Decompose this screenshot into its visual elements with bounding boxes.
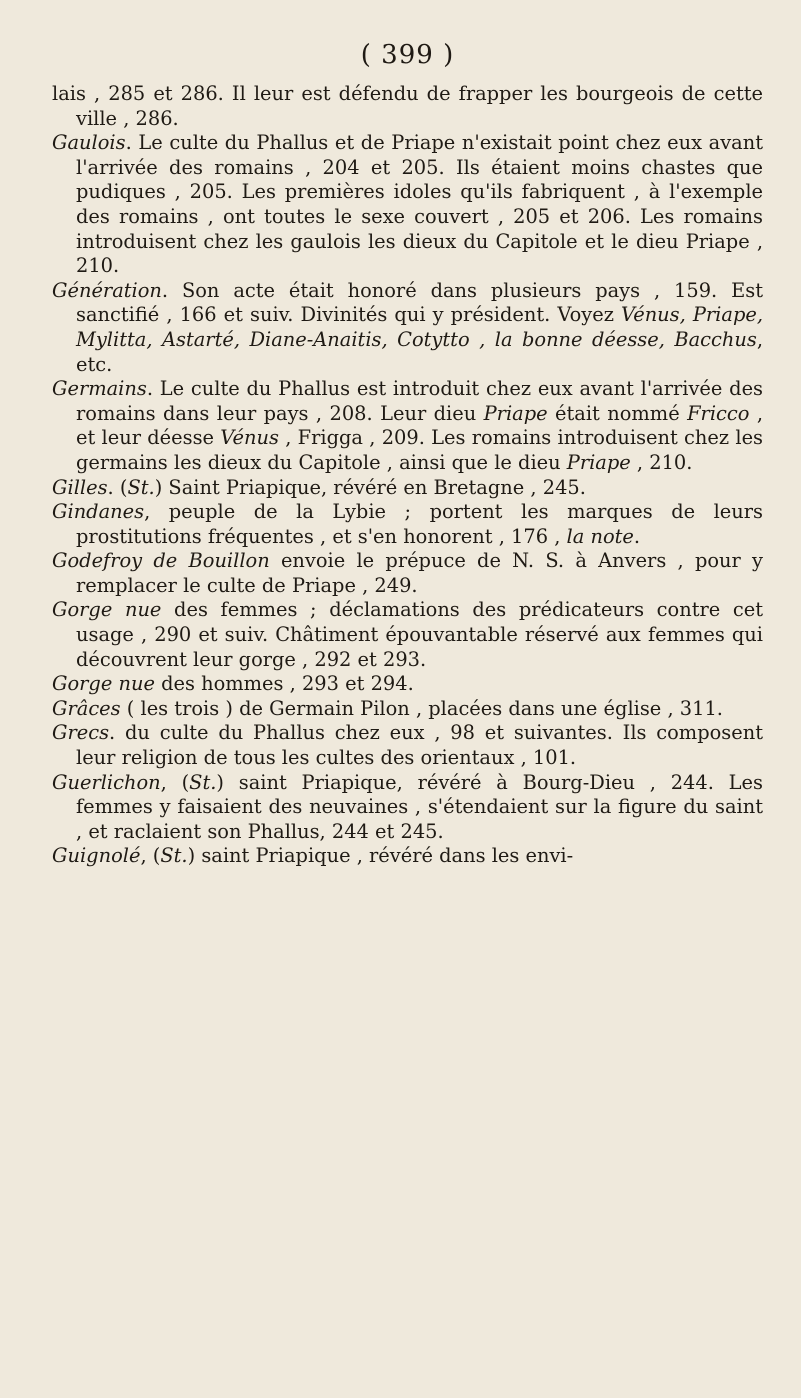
entry-text: St.	[127, 475, 155, 499]
entry-text: des hommes , 293 et 294.	[154, 672, 414, 696]
entry-headword: Guignolé	[52, 844, 141, 868]
index-entry	[52, 598, 763, 672]
entry-headword: Germains	[52, 377, 147, 401]
entry-headword: Godefroy de Bouillon	[52, 549, 270, 573]
entry-text: . Son acte était honoré dans plusieurs pays , 159. Est sanctifié , 166 et suiv. Divinités qui y président. Voyez	[76, 278, 763, 327]
entry-text: des femmes ; déclamations des prédicateurs contre cet usage , 290 et suiv. Châtiment épouvantable réservé aux femmes qui découvrent leur gorge , 292 et 293.	[76, 598, 764, 671]
index-entries	[52, 82, 763, 869]
index-entry	[52, 771, 763, 845]
entry-text: Priape	[566, 450, 631, 474]
entry-text: , peuple de la Lybie ; portent les marques de leurs prostitutions fréquentes , et s'en honorent , 176 ,	[76, 500, 763, 548]
entry-headword: Génération	[52, 278, 162, 302]
entry-text: . (	[107, 475, 128, 499]
entry-text: lais , 285 et 286. Il leur est défendu de frapper les bourgeois de cette ville , 286.	[52, 82, 763, 130]
entry-text: . du culte du Phallus chez eux , 98 et suivantes. Ils composent leur religion de tous les cultes des orientaux , 101.	[76, 721, 763, 770]
entry-headword: Guerlichon	[52, 770, 161, 794]
index-entry-continuation	[52, 82, 763, 131]
entry-text: ) saint Priapique , révéré dans les envi-	[187, 844, 574, 868]
entry-text: Fricco	[687, 401, 750, 425]
index-entry	[52, 500, 763, 549]
entry-text: la note	[566, 524, 634, 548]
entry-text: St.	[189, 770, 217, 794]
entry-headword: Gorge nue	[52, 598, 162, 622]
entry-headword: Gilles	[52, 475, 108, 499]
entry-headword: Gaulois	[52, 131, 126, 155]
index-entry	[52, 377, 763, 475]
index-entry	[52, 721, 763, 770]
entry-text: ) saint Priapique, révéré à Bourg-Dieu , 244. Les femmes y faisaient des neuvaines , s'étendaient sur la figure du saint , et raclaient son Phallus, 244 et 245.	[76, 770, 763, 843]
entry-text: envoie le prépuce de N. S. à Anvers , pour y remplacer le culte de Priape , 249.	[76, 549, 763, 597]
entry-text: , (	[160, 770, 190, 794]
entry-text: Vénus, Priape, Mylitta, Astarté, Diane-Anaitis, Cotytto , la bonne déesse, Bacchus	[76, 303, 763, 351]
index-entry	[52, 279, 763, 377]
entry-text: , Frigga , 209. Les romains introduisent chez les germains les dieux du Capitole , ainsi que le dieu	[76, 426, 764, 474]
entry-text: . Le culte du Phallus et de Priape n'existait point chez eux avant l'arrivée des romains , 204 et 205. Ils étaient moins chastes que pudiques , 205. Les premières idoles qu'ils fabriquent , à l'exemple des romains , ont toutes le sexe couvert , 205 et 206. Les romains introduisent chez les gaulois les dieux du Capitole et le dieu Priape , 210.	[76, 131, 763, 278]
entry-text: , etc.	[76, 327, 763, 376]
entry-text: , et leur déesse	[76, 401, 764, 450]
index-entry	[52, 844, 763, 869]
index-entry	[52, 549, 763, 598]
entry-text: . Le culte du Phallus est introduit chez eux avant l'arrivée des romains dans leur pays , 208. Leur dieu	[76, 377, 763, 425]
entry-headword: Gorge nue	[52, 672, 155, 696]
entry-text: ( les trois ) de Germain Pilon , placées dans une église , 311.	[120, 696, 723, 720]
entry-text: ) Saint Priapique, révéré en Bretagne , 245.	[154, 475, 586, 499]
entry-text: Priape	[483, 401, 548, 425]
entry-text: St.	[160, 844, 188, 868]
entry-text: .	[633, 524, 641, 548]
index-entry	[52, 131, 763, 279]
index-entry	[52, 672, 763, 697]
entry-headword: Grecs	[52, 721, 110, 745]
entry-text: , 210.	[630, 450, 693, 474]
index-entry	[52, 476, 763, 501]
entry-text: , (	[140, 844, 161, 868]
page-number: ( 399 )	[360, 40, 455, 70]
entry-text: était nommé	[547, 401, 688, 425]
entry-text: Vénus	[220, 426, 279, 450]
index-entry	[52, 697, 763, 722]
entry-headword: Gindanes	[52, 500, 145, 524]
entry-headword: Grâces	[52, 696, 121, 720]
